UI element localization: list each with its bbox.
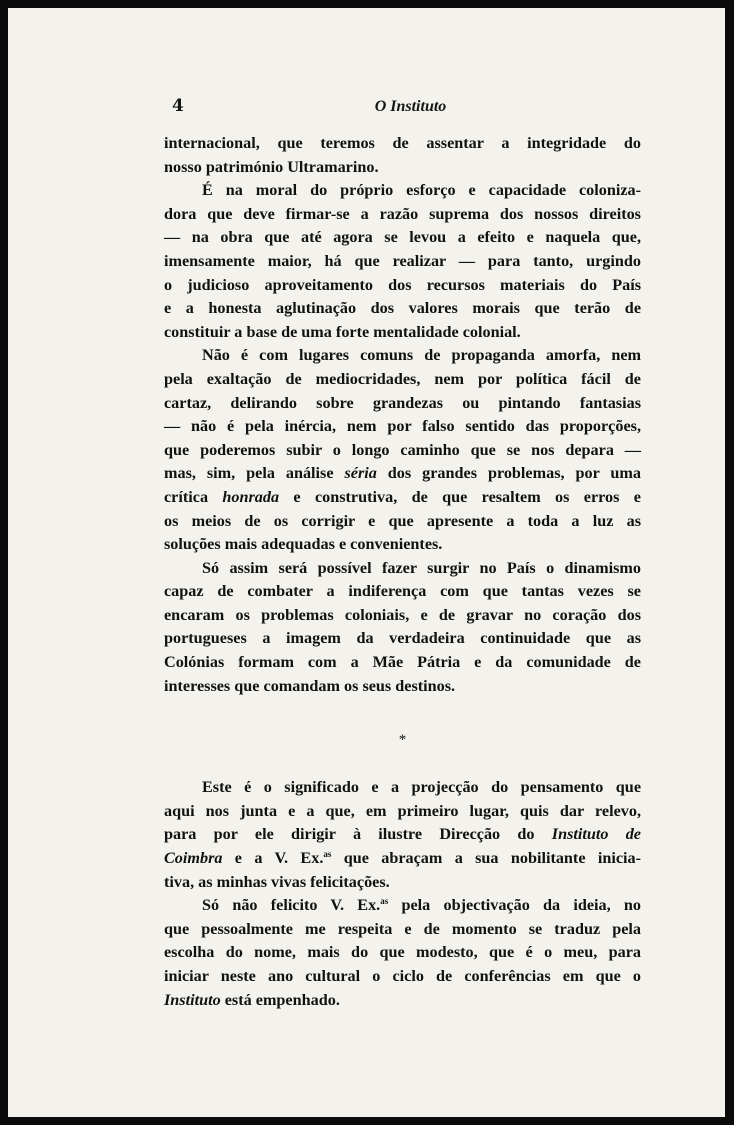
text-line: o judicioso aproveitamento dos recursos materiais do País [164,275,641,294]
text-run: mas, sim, pela análise [164,464,345,483]
text-line: Este é o significado e a projecção do pensamento que [202,778,641,797]
text-line: Não é com lugares comuns de propaganda amorfa, nem [202,346,641,365]
text-line: os meios de os corrigir e que apresente a toda a luz as [164,511,641,530]
text-line: soluções mais adequadas e convenientes. [164,535,443,554]
text-run: está empenhado. [220,990,340,1009]
text-line: pela exaltação de mediocridades, nem por política fácil de [164,369,641,388]
text-line: capaz de combater a indiferença com que tantas vezes se [164,582,641,601]
text-run: para por ele dirigir à ilustre Direcção do [164,825,552,844]
section-separator: * [398,732,407,749]
text-run: Só não felicito V. Ex. [202,896,381,915]
text-run: e a V. Ex. [222,849,324,868]
superscript: as [380,896,389,907]
text-line: que poderemos subir o longo caminho que se nos depara — [164,440,641,459]
text-run: crítica [164,487,223,506]
paragraph-3 [164,344,641,556]
italic-run: honrada [222,487,280,506]
text-line: escolha do nome, mais do que modesto, que é o meu, para [164,943,641,962]
text-line: iniciar neste ano cultural o ciclo de conferências em que o [164,967,641,985]
text-run: que abraçam a sua nobilitante inicia- [331,849,642,868]
text-line: encaram os problemas coloniais, e de gravar no coração dos [164,605,641,624]
page-header [172,96,649,120]
text-line: interesses que comandam os seus destinos. [164,676,456,695]
text-line: portugueses a imagem da verdadeira continuidade que as [164,629,641,648]
text-line: Só assim será possível fazer surgir no País o dinamismo [202,558,641,577]
italic-run: Coimbra [164,849,223,868]
text-line: É na moral do próprio esforço e capacidade coloniza- [202,181,641,200]
text-line: tiva, as minhas vivas felicitações. [164,872,390,891]
text-line: constituir a base de uma forte mentalidade colonial. [164,322,521,341]
italic-run: Instituto [164,990,221,1009]
text-line [164,823,641,847]
text-line [164,989,641,1013]
paragraph-5 [164,776,641,894]
text-line [164,894,641,918]
body-text [164,132,641,1012]
paragraph-4 [164,557,641,699]
text-line: — na obra que até agora se levou a efeito e naquela que, [164,228,641,247]
paragraph-6 [164,894,641,1012]
text-run: dos grandes problemas, por uma [376,464,641,483]
text-line: cartaz, delirando sobre grandezas ou pintando fantasias [164,393,641,412]
italic-run: séria [344,464,377,483]
text-line: dora que deve firmar-se a razão suprema dos nossos direitos [164,204,641,223]
italic-run: Instituto de [551,825,641,844]
text-line: e a honesta aglutinação dos valores morais que terão de [164,299,641,318]
text-line [164,847,641,871]
text-line: internacional, que teremos de assentar a integridade do [164,134,641,152]
page-number: 4 [172,96,184,116]
text-line: aqui nos junta e a que, em primeiro lugar, quis dar relevo, [164,801,641,820]
text-line: nosso património Ultramarino. [164,157,379,176]
text-line: Colónias formam com a Mãe Pátria e da comunidade de [164,653,641,672]
running-title: O Instituto [374,98,447,115]
text-run: pela objectivação da ideia, no [388,896,641,915]
text-line: — não é pela inércia, nem por falso sentido das proporções, [164,417,641,436]
text-line [164,486,641,510]
superscript: as [323,849,332,860]
text-run: e construtiva, de que resaltem os erros e [279,487,641,506]
text-line: imensamente maior, há que realizar — para tanto, urgindo [164,251,641,270]
text-line [164,462,641,486]
text-line: que pessoalmente me respeita e de momento se traduz pela [164,919,641,938]
paragraph-2 [164,179,641,344]
paragraph-1 [164,132,641,179]
